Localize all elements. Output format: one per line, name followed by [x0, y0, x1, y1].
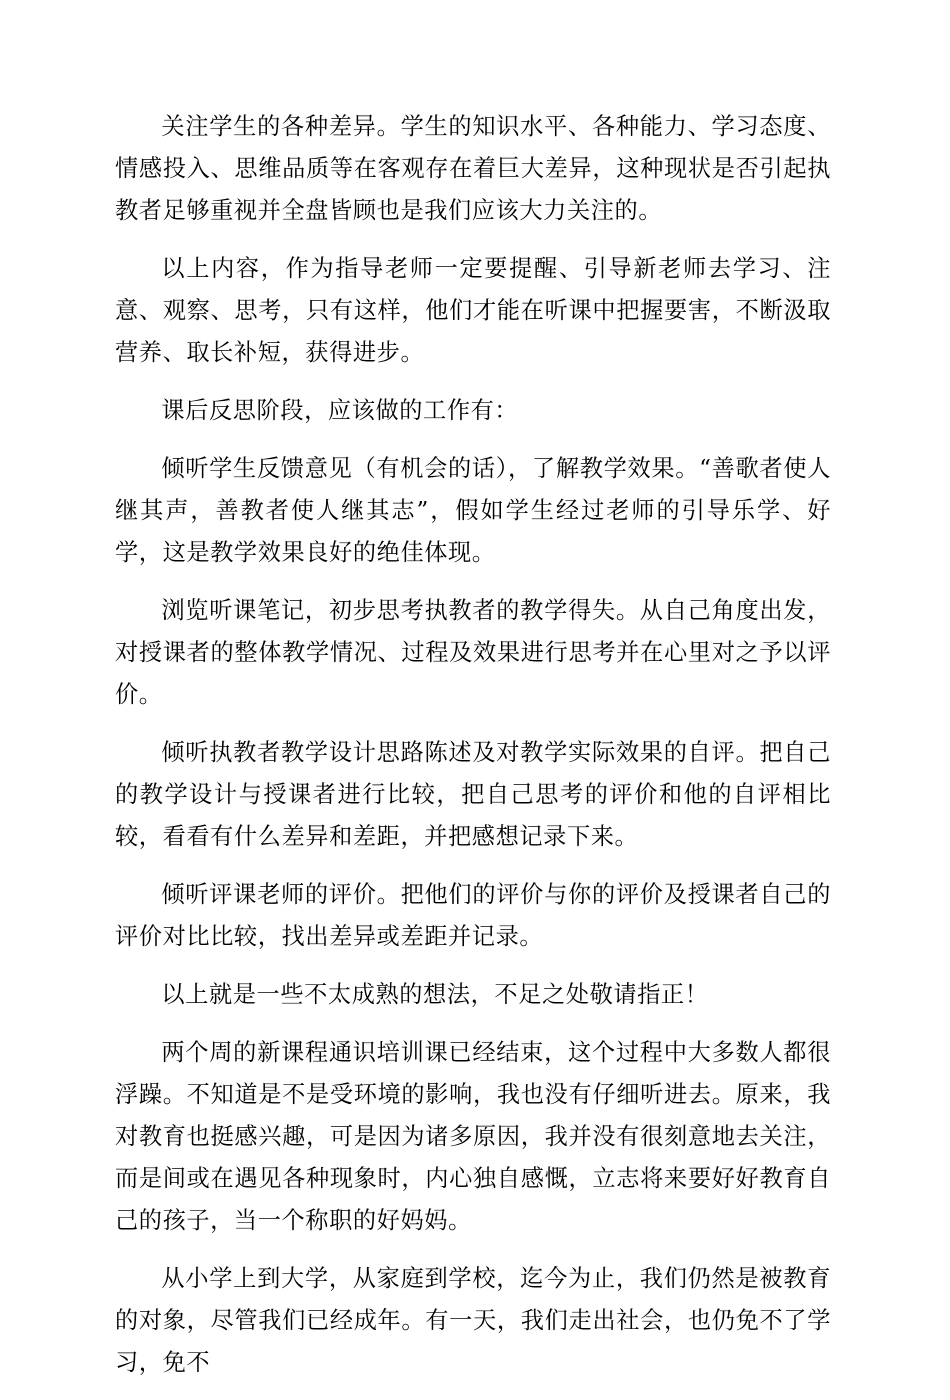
paragraph-1: 关注学生的各种差异。学生的知识水平、各种能力、学习态度、情感投入、思维品质等在客观存在着巨大差异，这种现状是否引起执教者足够重视并全盘皆顾也是我们应该大力关注的。 [115, 113, 831, 224]
paragraph-8: 以上就是一些不太成熟的想法，不足之处敬请指正！ [161, 981, 709, 1008]
document-body [115, 106, 831, 1400]
paragraph-2: 以上内容，作为指导老师一定要提醒、引导新老师去学习、注意、观察、思考，只有这样，他们才能在听课中把握要害，不断汲取营养、取长补短，获得进步。 [115, 255, 831, 366]
paragraph-6: 倾听执教者教学设计思路陈述及对教学实际效果的自评。把自己的教学设计与授课者进行比较，把自己思考的评价和他的自评相比较，看看有什么差异和差距，并把感想记录下来。 [115, 739, 831, 850]
paragraph-9: 两个周的新课程通识培训课已经结束，这个过程中大多数人都很浮躁。不知道是不是受环境的影响，我也没有仔细听进去。原来，我对教育也挺感兴趣，可是因为诸多原因，我并没有很刻意地去关注，而是间或在遇见各种现象时，内心独自感慨，立志将来要好好教育自己的孩子，当一个称职的好妈妈。 [115, 1039, 831, 1234]
paragraph-3: 课后反思阶段，应该做的工作有： [161, 397, 519, 424]
paragraph-7: 倾听评课老师的评价。把他们的评价与你的评价及授课者自己的评价对比比较，找出差异或差距并记录。 [115, 881, 831, 950]
paragraph-4: 倾听学生反馈意见（有机会的话），了解教学效果。“善歌者使人继其声，善教者使人继其志”，假如学生经过老师的引导乐学、好学，这是教学效果良好的绝佳体现。 [115, 455, 831, 566]
paragraph-5: 浏览听课笔记，初步思考执教者的教学得失。从自己角度出发，对授课者的整体教学情况、过程及效果进行思考并在心里对之予以评价。 [115, 597, 831, 708]
paragraph-10: 从小学上到大学，从家庭到学校，迄今为止，我们仍然是被教育的对象，尽管我们已经成年。有一天，我们走出社会，也仍免不了学习，免不 [115, 1265, 831, 1376]
